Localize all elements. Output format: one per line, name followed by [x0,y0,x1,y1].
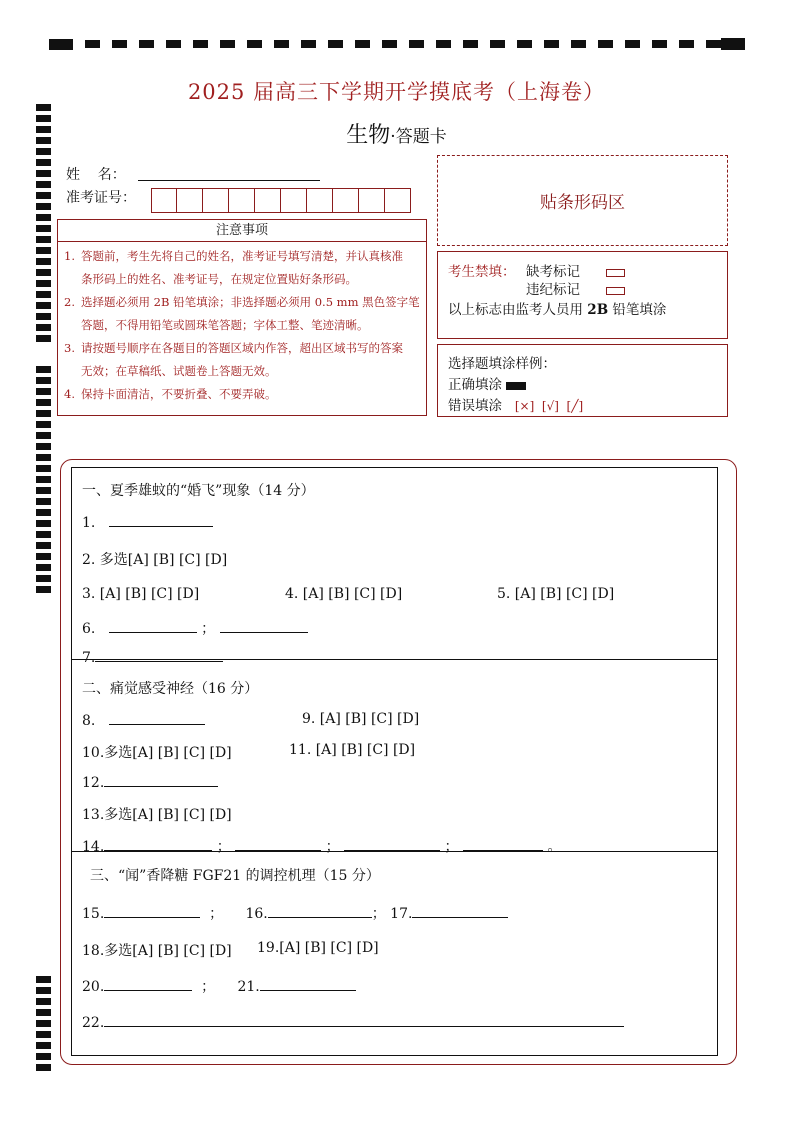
question-8: 8. [82,711,205,729]
correct-fill-row: 正确填涂 [448,373,526,393]
question-3[interactable]: 3. [A] [B] [C] [D] [82,586,200,602]
answer-blank[interactable] [95,648,223,662]
timing-mark [571,40,586,48]
timing-mark [36,421,51,428]
timing-mark [36,443,51,450]
violation-mark-row: 违纪标记 [526,278,625,298]
timing-mark [36,454,51,461]
timing-mark [36,542,51,549]
timing-mark [36,302,51,309]
answer-blank[interactable] [104,837,212,851]
answer-blank[interactable] [104,1013,624,1027]
timing-mark [36,1009,51,1016]
section-3-title: 三、“闻”香降糖 FGF21 的调控机理（15 分） [90,868,380,884]
timing-mark [36,487,51,494]
timing-mark [36,586,51,593]
section-1-title: 一、夏季雄蚊的“婚飞”现象（14 分） [82,483,315,499]
timing-mark [36,269,51,276]
timing-mark [49,39,73,50]
timing-mark [36,976,51,983]
answer-blank[interactable] [463,837,543,851]
exam-id-digit-box[interactable] [177,188,203,213]
violation-mark-box[interactable] [606,287,625,295]
notice-item: 3. 请按题号顺序在各题目的答题区域内作答，超出区域书写的答案 [64,341,403,355]
timing-mark [36,1064,51,1071]
filled-example [506,382,526,390]
timing-mark [36,987,51,994]
exam-id-label: 准考证号： [66,190,136,206]
timing-mark [36,170,51,177]
timing-mark [36,181,51,188]
notice-item-cont: 无效；在草稿纸、试题卷上答题无效。 [81,364,277,378]
question-12: 12. [82,773,218,791]
timing-mark [36,498,51,505]
timing-mark [36,192,51,199]
name-input-line[interactable] [138,180,320,181]
answer-blank[interactable] [235,837,321,851]
timing-mark [36,159,51,166]
answer-blank[interactable] [109,619,197,633]
timing-mark [517,40,532,48]
wrong-fill-row: 错误填涂 [×] [√] [╱] [448,398,584,414]
answer-blank[interactable] [412,904,508,918]
timing-mark [36,377,51,384]
timing-mark [301,40,316,48]
question-19[interactable]: 19.[A] [B] [C] [D] [257,940,379,956]
question-18[interactable]: 18.多选[A] [B] [C] [D] [82,943,232,959]
timing-mark [382,40,397,48]
timing-mark [36,399,51,406]
ban-note: 以上标志由监考人员用 2B 铅笔填涂 [448,302,667,318]
timing-mark [679,40,694,48]
timing-mark [36,258,51,265]
question-5[interactable]: 5. [A] [B] [C] [D] [497,586,615,602]
answer-blank[interactable] [260,977,356,991]
question-22: 22. [82,1013,624,1031]
timing-mark [36,410,51,417]
timing-mark [36,324,51,331]
timing-mark [36,1031,51,1038]
question-14: 14. ； ； ； 。 [82,839,562,855]
timing-mark [355,40,370,48]
timing-mark [36,520,51,527]
timing-mark [139,40,154,48]
timing-mark [409,40,424,48]
exam-title: 2025 届高三下学期开学摸底考（上海卷） [187,80,606,104]
timing-mark [490,40,505,48]
timing-mark [36,236,51,243]
timing-mark [36,998,51,1005]
exam-id-digit-box[interactable] [359,188,385,213]
timing-mark [36,476,51,483]
question-13[interactable]: 13.多选[A] [B] [C] [D] [82,807,232,823]
wrong-fill-examples: [×] [√] [╱] [514,399,584,413]
timing-mark [36,1053,51,1060]
timing-mark [193,40,208,48]
answer-blank[interactable] [104,904,200,918]
notice-item: 2. 选择题必须用 2B 铅笔填涂；非选择题必须用 0.5 mm 黑色签字笔 [64,295,420,309]
timing-mark [36,313,51,320]
question-20-21: 20. ； 21. [82,976,356,996]
card-subtitle [0,118,793,149]
answer-blank[interactable] [109,711,205,725]
timing-mark [36,575,51,582]
exam-id-digit-box[interactable] [385,188,411,213]
absent-mark-row: 缺考标记 [526,260,625,280]
exam-id-digit-box[interactable] [255,188,281,213]
exam-id-digit-box[interactable] [151,188,177,213]
name-label: 姓 名： [66,167,126,183]
notice-item: 4. 保持卡面清洁，不要折叠、不要弄破。 [64,387,277,401]
question-7: 7. [82,648,223,666]
notice-item: 1. 答题前，考生先将自己的姓名，准考证号填写清楚，并认真核准 [64,249,403,263]
timing-mark [36,531,51,538]
question-9[interactable]: 9. [A] [B] [C] [D] [302,711,420,727]
timing-mark [36,553,51,560]
timing-mark [328,40,343,48]
timing-mark [625,40,640,48]
exam-id-digit-box[interactable] [229,188,255,213]
answer-blank[interactable] [104,773,218,787]
timing-mark [36,465,51,472]
answer-blank[interactable] [220,619,308,633]
timing-mark [36,388,51,395]
example-title: 选择题填涂样例： [448,356,556,372]
answer-blank[interactable] [104,977,192,991]
timing-mark [36,564,51,571]
top-timing-marks [49,38,745,50]
barcode-label: 贴条形码区 [540,193,625,213]
exam-id-digit-box[interactable] [203,188,229,213]
absent-mark-box[interactable] [606,269,625,277]
timing-mark [652,40,667,48]
timing-mark [220,40,235,48]
exam-id-digit-box[interactable] [307,188,333,213]
timing-mark [598,40,613,48]
timing-mark [721,38,745,50]
notice-heading: 注意事项 [57,219,427,242]
timing-mark [112,40,127,48]
timing-mark [36,1042,51,1049]
exam-id-boxes[interactable] [151,188,411,213]
question-4[interactable]: 4. [A] [B] [C] [D] [285,586,403,602]
answer-blank[interactable] [109,513,213,527]
question-2[interactable]: 2. 多选[A] [B] [C] [D] [82,552,228,568]
ban-label: 考生禁填： [448,264,516,280]
timing-mark [36,509,51,516]
timing-mark [36,335,51,342]
timing-mark [36,280,51,287]
question-11[interactable]: 11. [A] [B] [C] [D] [289,742,416,758]
answer-blank[interactable] [268,904,372,918]
section-2-title: 二、痛觉感受神经（16 分） [82,681,259,697]
timing-mark [166,40,181,48]
fill-example-box [437,344,728,417]
timing-mark [36,203,51,210]
question-1: 1. [82,513,213,531]
timing-mark [36,366,51,373]
notice-body [57,242,427,416]
question-6: 6. ； [82,618,308,638]
timing-mark [85,40,100,48]
card-type-label: ·答题卡 [390,127,447,147]
barcode-area [437,155,728,246]
answer-blank[interactable] [344,837,440,851]
timing-mark [544,40,559,48]
question-15-17: 15. ； 16. ； 17. [82,903,508,923]
timing-mark [706,40,721,48]
timing-mark [36,291,51,298]
timing-mark [36,432,51,439]
notice-item-cont: 条形码上的姓名、准考证号，在规定位置贴好条形码。 [81,272,357,286]
timing-mark [463,40,478,48]
timing-mark [36,225,51,232]
timing-mark [36,1020,51,1027]
exam-id-digit-box[interactable] [281,188,307,213]
timing-mark [36,247,51,254]
question-10[interactable]: 10.多选[A] [B] [C] [D] [82,745,232,761]
timing-mark [436,40,451,48]
timing-mark [274,40,289,48]
timing-mark [247,40,262,48]
exam-id-digit-box[interactable] [333,188,359,213]
proctor-mark-box [437,251,728,339]
timing-mark [36,214,51,221]
subject-name: 生物 [346,123,391,148]
notice-item-cont: 答题，不得用铅笔或圆珠笔答题；字体工整、笔迹清晰。 [81,318,369,332]
timing-mark [36,148,51,155]
